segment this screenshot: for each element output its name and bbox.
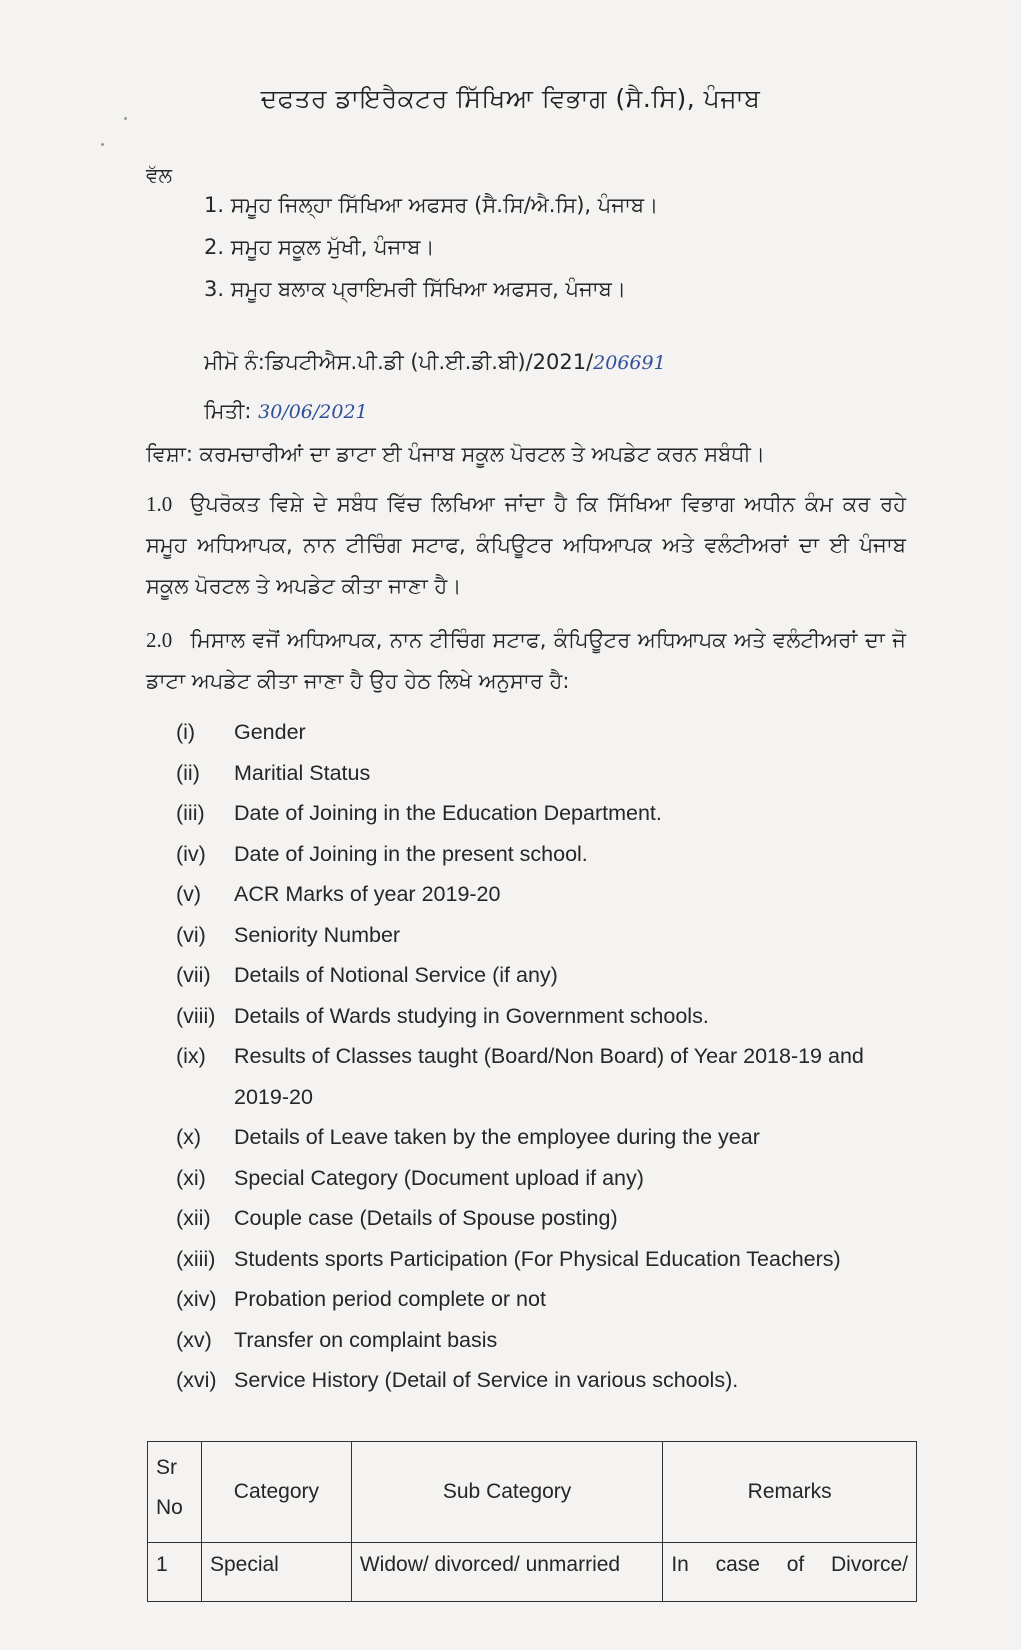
scan-speck	[124, 117, 127, 120]
list-item	[176, 1117, 916, 1158]
item-number: (xvi)	[176, 1368, 217, 1392]
paragraph-1	[146, 484, 906, 607]
category-table	[147, 1441, 917, 1602]
item-text: Probation period complete or not	[234, 1287, 546, 1311]
item-number: (v)	[176, 882, 202, 906]
item-number: (vii)	[176, 963, 211, 987]
item-text: Special Category (Document upload if any)	[234, 1165, 644, 1190]
item-text: Gender	[234, 720, 306, 744]
item-number: (xii)	[176, 1206, 211, 1230]
item-text: ACR Marks of year 2019-20	[234, 882, 501, 906]
list-item	[176, 1036, 916, 1117]
item-text: Date of Joining in the Education Department.	[234, 801, 662, 825]
item-number: (iii)	[176, 801, 205, 825]
list-item	[176, 793, 916, 834]
cell-category: Special	[201, 1543, 351, 1602]
item-number: (ix)	[176, 1044, 206, 1068]
page-title: ਦਫਤਰ ਡਾਇਰੈਕਟਰ ਸਿੱਖਿਆ ਵਿਭਾਗ (ਸੈ.ਸਿ), ਪੰਜਾਬ	[260, 84, 761, 113]
item-number: (xi)	[176, 1165, 206, 1190]
addressee-item: 1. ਸਮੂਹ ਜਿਲ੍ਹਾ ਸਿੱਖਿਆ ਅਫਸਰ (ਸੈ.ਸਿ/ਐ.ਸਿ), ਪੰਜਾਬ।	[204, 193, 659, 217]
item-text: Students sports Participation (For Physical Education Teachers)	[234, 1246, 841, 1271]
to-label: ਵੱਲ	[146, 163, 173, 187]
item-text: Couple case (Details of Spouse posting)	[234, 1206, 618, 1230]
list-item	[176, 1239, 916, 1280]
memo-number	[204, 350, 666, 375]
addressee-item: 3. ਸਮੂਹ ਬਲਾਕ ਪ੍ਰਾਇਮਰੀ ਸਿੱਖਿਆ ਅਫਸਰ, ਪੰਜਾਬ।	[204, 277, 627, 301]
list-item	[176, 1360, 916, 1401]
column-header-category: Category	[201, 1442, 351, 1543]
table-header-row	[148, 1442, 917, 1543]
paragraph-number: 1.0	[146, 492, 173, 516]
date-label: ਮਿਤੀ:	[204, 399, 252, 423]
list-item	[176, 915, 916, 956]
item-number: (ii)	[176, 760, 200, 785]
item-number: (viii)	[176, 1003, 216, 1028]
list-item	[176, 1198, 916, 1239]
cell-remarks: In case of Divorce/	[663, 1543, 917, 1602]
cell-sr: 1	[148, 1543, 202, 1602]
list-item	[176, 874, 916, 915]
item-text: Date of Joining in the present school.	[234, 841, 588, 866]
scan-speck	[101, 143, 104, 146]
addressee-list	[204, 184, 658, 310]
paragraph-text: ਮਿਸਾਲ ਵਜੋਂ ਅਧਿਆਪਕ, ਨਾਨ ਟੀਚਿੰਗ ਸਟਾਫ, ਕੰਪਿਊਟਰ ਅਧਿਆਪਕ ਅਤੇ ਵਲੰਟੀਅਰਾਂ ਦਾ ਜੋ ਡਾਟਾ ਅਪਡੇਟ ਕੀਤਾ ਜਾਣਾ ਹੈ ਉਹ ਹੇਠ ਲਿਖੇ ਅਨੁਸਾਰ ਹੈ:	[146, 628, 906, 693]
paragraph-2	[146, 620, 906, 702]
list-item	[176, 753, 916, 794]
sr-label-line1: Sr	[156, 1456, 177, 1479]
list-item	[176, 996, 916, 1037]
item-text: Transfer on complaint basis	[234, 1327, 498, 1352]
list-item	[176, 834, 916, 875]
memo-handwritten-number: 206691	[593, 352, 666, 374]
table-row	[148, 1543, 917, 1602]
sr-label-line2: No	[156, 1496, 183, 1519]
list-item	[176, 712, 916, 753]
list-item	[176, 1279, 916, 1320]
item-number: (xv)	[176, 1327, 212, 1352]
item-number: (iv)	[176, 841, 206, 866]
subject-line: ਵਿਸ਼ਾ: ਕਰਮਚਾਰੀਆਂ ਦਾ ਡਾਟਾ ਈ ਪੰਜਾਬ ਸਕੂਲ ਪੋਰਟਲ ਤੇ ਅਪਡੇਟ ਕਰਨ ਸਬੰਧੀ।	[146, 442, 766, 466]
column-header-sr-no	[148, 1442, 202, 1543]
cell-sub-category: Widow/ divorced/ unmarried	[351, 1543, 663, 1602]
paragraph-text: ਉਪਰੋਕਤ ਵਿਸ਼ੇ ਦੇ ਸਬੰਧ ਵਿੱਚ ਲਿਖਿਆ ਜਾਂਦਾ ਹੈ ਕਿ ਸਿੱਖਿਆ ਵਿਭਾਗ ਅਧੀਨ ਕੰਮ ਕਰ ਰਹੇ ਸਮੂਹ ਅਧਿਆਪਕ, ਨਾਨ ਟੀਚਿੰਗ ਸਟਾਫ, ਕੰਪਿਊਟਰ ਅਧਿਆਪਕ ਅਤੇ ਵਲੰਟੀਅਰਾਂ ਦਾ ਈ ਪੰਜਾਬ ਸਕੂਲ ਪੋਰਟਲ ਤੇ ਅਪਡੇਟ ਕੀਤਾ ਜਾਣਾ ਹੈ।	[146, 492, 906, 598]
memo-prefix: ਮੀਮੋ ਨੰ:ਡਿਪਟੀਐਸ.ਪੀ.ਡੀ (ਪੀ.ਈ.ਡੀ.ਬੀ)/2021/	[204, 350, 594, 374]
item-text: Service History (Detail of Service in various schools).	[234, 1368, 739, 1392]
addressee-item: 2. ਸਮੂਹ ਸਕੂਲ ਮੁੱਖੀ, ਪੰਜਾਬ।	[204, 235, 435, 259]
item-text: Results of Classes taught (Board/Non Board) of Year 2018-19 and 2019-20	[234, 1044, 864, 1109]
item-number: (xiii)	[176, 1246, 216, 1271]
paragraph-number: 2.0	[146, 628, 173, 652]
column-header-remarks: Remarks	[663, 1442, 917, 1543]
item-number: (xiv)	[176, 1287, 217, 1311]
item-text: Details of Leave taken by the employee during the year	[234, 1125, 760, 1149]
item-text: Details of Notional Service (if any)	[234, 963, 558, 987]
list-item	[176, 1320, 916, 1361]
list-item	[176, 1158, 916, 1199]
list-item	[176, 955, 916, 996]
item-text: Details of Wards studying in Government schools.	[234, 1003, 709, 1028]
item-number: (i)	[176, 720, 196, 744]
item-number: (x)	[176, 1125, 202, 1149]
column-header-sub-category: Sub Category	[351, 1442, 663, 1543]
date-handwritten-value: 30/06/2021	[258, 401, 368, 423]
memo-date	[204, 399, 368, 424]
item-number: (vi)	[176, 922, 206, 947]
item-text: Seniority Number	[234, 922, 401, 947]
item-text: Maritial Status	[234, 760, 371, 785]
data-fields-list	[176, 712, 916, 1401]
